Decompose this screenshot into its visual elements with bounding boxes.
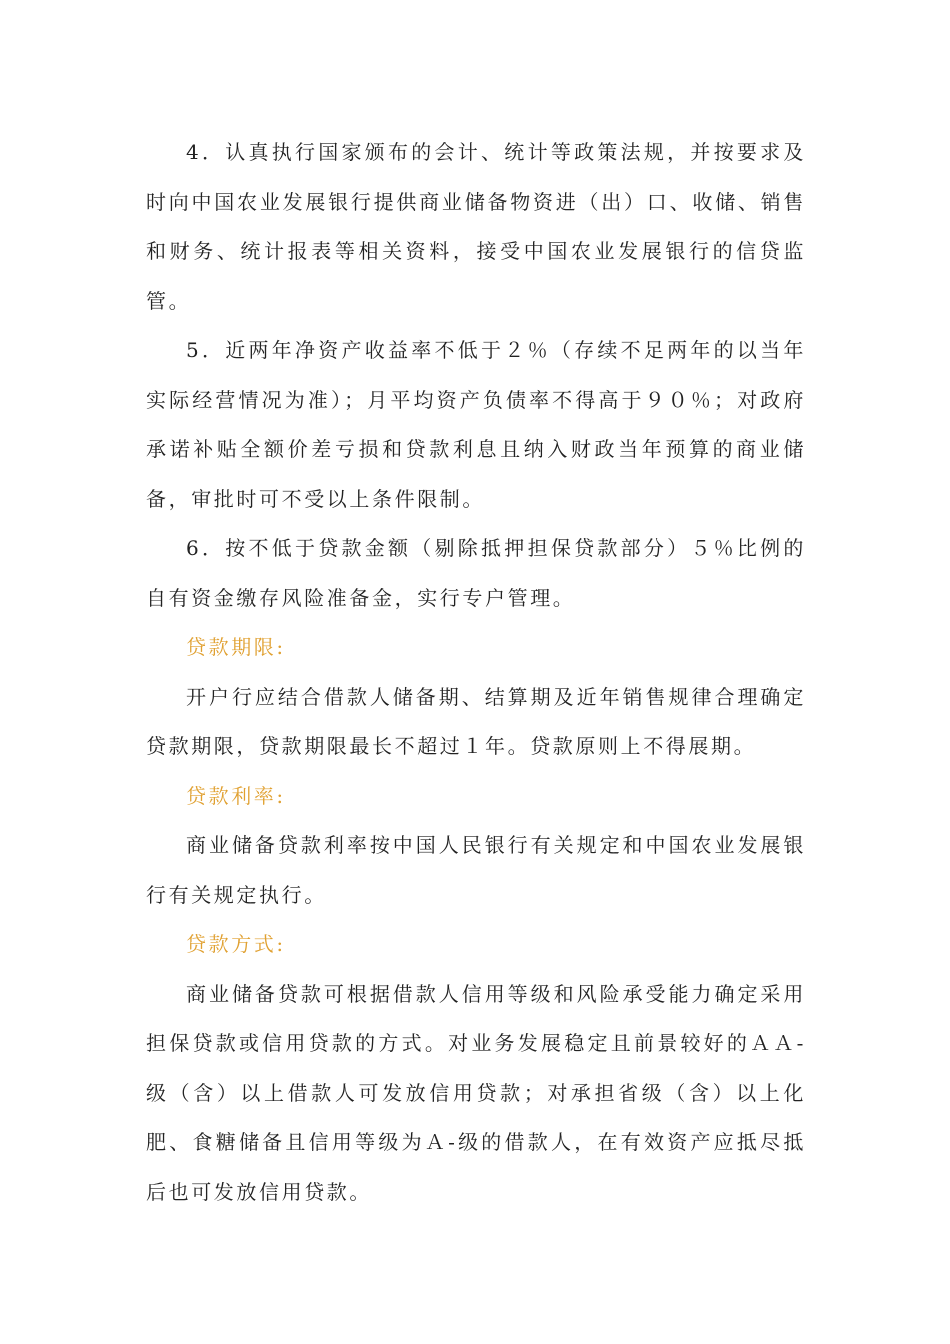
paragraph-item-6: 6．按不低于贷款金额（剔除抵押担保贷款部分）５％比例的自有资金缴存风险准备金，实行专户管理。 — [146, 536, 806, 610]
paragraph-item-4: 4．认真执行国家颁布的会计、统计等政策法规，并按要求及时向中国农业发展银行提供商业储备物资进（出）口、收储、销售和财务、统计报表等相关资料，接受中国农业发展银行的信贷监管。 — [146, 140, 806, 313]
section-heading-loan-method: 贷款方式: — [186, 932, 286, 956]
document-body — [146, 128, 806, 1217]
paragraph-loan-rate: 商业储备贷款利率按中国人民银行有关规定和中国农业发展银行有关规定执行。 — [146, 833, 806, 907]
paragraph-loan-term: 开户行应结合借款人储备期、结算期及近年销售规律合理确定贷款期限，贷款期限最长不超过１年。贷款原则上不得展期。 — [146, 684, 806, 758]
paragraph-item-5: 5．近两年净资产收益率不低于２％（存续不足两年的以当年实际经营情况为准）；月平均资产负债率不得高于９０％；对政府承诺补贴全额价差亏损和贷款利息且纳入财政当年预算的商业储备，审批时可不受以上条件限制。 — [146, 338, 806, 511]
section-heading-loan-term: 贷款期限: — [186, 635, 286, 659]
paragraph-loan-method: 商业储备贷款可根据借款人信用等级和风险承受能力确定采用担保贷款或信用贷款的方式。对业务发展稳定且前景较好的ＡＡ-级（含）以上借款人可发放信用贷款；对承担省级（含）以上化肥、食糖储备且信用等级为Ａ-级的借款人，在有效资产应抵尽抵后也可发放信用贷款。 — [146, 981, 806, 1204]
section-heading-loan-rate: 贷款利率: — [186, 783, 286, 808]
